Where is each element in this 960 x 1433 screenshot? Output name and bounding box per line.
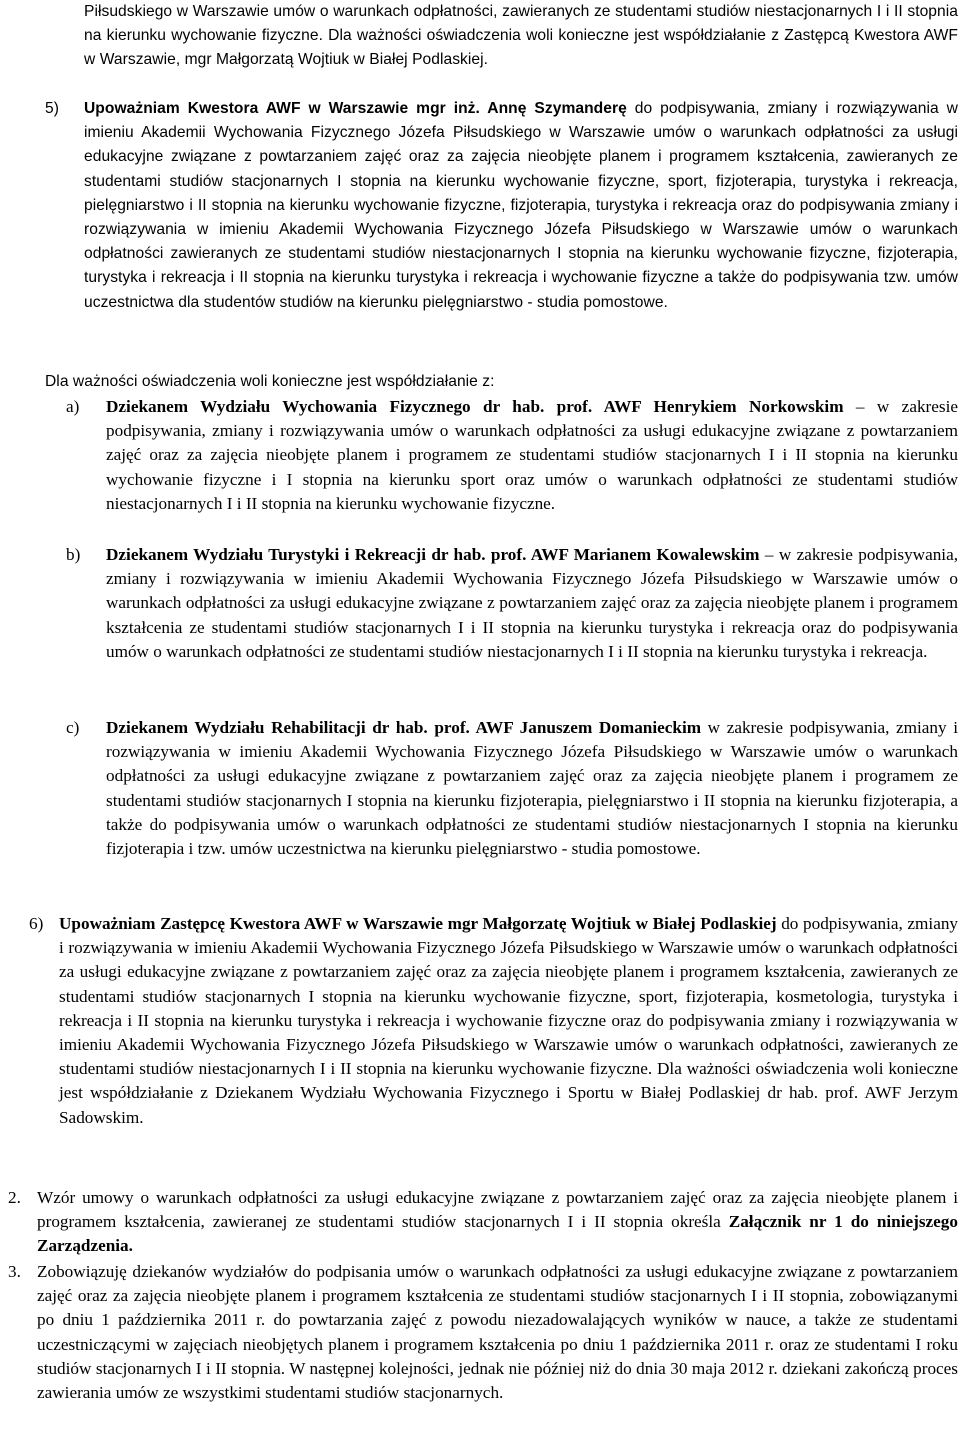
item-5-body: do podpisywania, zmiany i rozwiązywania w imieniu Akademii Wychowania Fizycznego Józefa Piłsudskiego w Warszawie umów o warunkach odpłatności za usługi edukacyjne związane z powtarzaniem zajęć oraz za zajęcia nieobjęte planem i programem kształcenia, zawieranych ze studentami studiów stacjonarnych I stopnia na kierunku wychowanie fizyczne, sport, fizjoterapia, turystyka i rekreacja, pielęgniarstwo i II stopnia na kierunku wychowanie fizyczne, fizjoterapia, turystyka i rekreacja oraz do podpisywania zmiany i rozwiązywania w imieniu Akademii Wychowania Fizycznego Józefa Piłsudskiego w Warszawie umów o warunkach odpłatności zawieranych ze studentami studiów niestacjonarnych I stopnia na kierunku wychowanie fizyczne, fizjoterapia, turystyka i rekreacja i II stopnia na kierunku turystyka i rekreacja i wychowanie fizyczne a także do podpisywania tzw. umów uczestnictwa dla studentów studiów na kierunku pielęgniarstwo - studia pomostowe. [84,100,958,311]
item-5-bold-lead: Upoważniam Kwestora AWF w Warszawie mgr inż. Annę Szymanderę [84,100,627,117]
validity-line: Dla ważności oświadczenia woli konieczne jest współdziałanie z: [45,373,495,390]
sub-item-c-paragraph [106,716,958,861]
sub-item-c-letter: c) [66,718,80,737]
sub-item-a-body: – w zakresie podpisywania, zmiany i rozwiązywania umów o warunkach odpłatności za usługi edukacyjne związane z powtarzaniem zajęć oraz za zajęcia nieobjęte planem i programem ze studentami studiów stacjonarnych I i II stopnia na kierunku wychowanie fizyczne i I stopnia na kierunku sport oraz umów o warunkach odpłatności ze studentami studiów niestacjonarnych I i II stopnia na kierunku wychowanie fizyczne. [106,397,958,513]
point-3-paragraph [37,1260,958,1405]
sub-item-a-paragraph [106,395,958,516]
point-3-number: 3. [8,1262,21,1281]
item-6-number: 6) [29,914,44,933]
sub-item-b-bold-lead: Dziekanem Wydziału Turystyki i Rekreacji dr hab. prof. AWF Marianem Kowalewskim [106,545,760,564]
sub-item-b-letter: b) [66,545,81,564]
point-2-body: Wzór umowy o warunkach odpłatności za usługi edukacyjne związane z powtarzaniem zajęć oraz za zajęcia nieobjęte planem i programem kształcenia, zawieranej ze studentami studiów stacjonarnych I i II stopnia określa [37,1188,958,1232]
item-6-body: do podpisywania, zmiany i rozwiązywania w imieniu Akademii Wychowania Fizycznego Józefa Piłsudskiego w Warszawie umów o warunkach odpłatności za usługi edukacyjne związane z powtarzaniem zajęć oraz za zajęcia nieobjęte planem i programem kształcenia, zawieranych ze studentami studiów stacjonarnych I stopnia na kierunku wychowanie fizyczne, sport, fizjoterapia, kosmetologia, turystyka i rekreacja i II stopnia na kierunku turystyka i rekreacja i wychowanie fizyczne oraz do podpisywania zmiany i rozwiązywania w imieniu Akademii Wychowania Fizycznego Józefa Piłsudskiego w Warszawie umów o warunkach odpłatności, zawieranych ze studentami studiów niestacjonarnych I i II stopnia na kierunku wychowanie fizyczne. Dla ważności oświadczenia woli konieczne jest współdziałanie z Dziekanem Wydziału Wychowania Fizycznego i Sportu w Białej Podlaskiej dr hab. prof. AWF Jerzym Sadowskim. [59,914,959,1127]
item-6-bold-lead: Upoważniam Zastępcę Kwestora AWF w Warszawie mgr Małgorzatę Wojtiuk w Białej Podlaskiej [59,914,777,933]
sub-item-a-letter: a) [66,397,80,416]
point-2-number: 2. [8,1188,21,1207]
sub-item-c-body: w zakresie podpisywania, zmiany i rozwiązywania w imieniu Akademii Wychowania Fizycznego Józefa Piłsudskiego w Warszawie umów o warunkach odpłatności za usługi edukacyjne związane z powtarzaniem zajęć oraz za zajęcia nieobjęte planem i programem ze studentami studiów stacjonarnych I stopnia na kierunku fizjoterapia, pielęgniarstwo i II stopnia na kierunku fizjoterapia, a także do podpisywania umów o warunkach odpłatności ze studentami studiów niestacjonarnych I stopnia na kierunku fizjoterapia i tzw. umów uczestnictwa na kierunku pielęgniarstwo - studia pomostowe. [106,718,959,859]
sub-item-a-bold-lead: Dziekanem Wydziału Wychowania Fizycznego dr hab. prof. AWF Henrykiem Norkowskim [106,397,844,416]
item-5-number: 5) [45,100,59,117]
point-2-attachment-ref: Załącznik nr 1 do niniejszego Zarządzenia. [37,1212,958,1256]
item-5-paragraph [84,97,958,315]
point-2-paragraph [37,1186,958,1259]
intro-paragraph [84,0,958,73]
item-6-paragraph [59,912,958,1130]
intro-text: Piłsudskiego w Warszawie umów o warunkach odpłatności, zawieranych ze studentami studiów niestacjonarnych I i II stopnia na kierunku wychowanie fizyczne. Dla ważności oświadczenia woli konieczne jest współdziałanie z Zastępcą Kwestora AWF w Warszawie, mgr Małgorzatą Wojtiuk w Białej Podlaskiej. [84,3,958,69]
sub-item-b-body: – w zakresie podpisywania, zmiany i rozwiązywania w imieniu Akademii Wychowania Fizycznego Józefa Piłsudskiego w Warszawie umów o warunkach odpłatności za usługi edukacyjne związane z powtarzaniem zajęć oraz za zajęcia nieobjęte planem i programem kształcenia ze studentami studiów stacjonarnych I i II stopnia na kierunku turystyka i rekreacja oraz do podpisywania umów o warunkach odpłatności ze studentami studiów niestacjonarnych I i II stopnia na kierunku turystyka i rekreacja. [106,545,958,661]
sub-item-c-bold-lead: Dziekanem Wydziału Rehabilitacji dr hab. prof. AWF Januszem Domanieckim [106,718,702,737]
sub-item-b-paragraph [106,543,958,664]
point-3-body: Zobowiązuję dziekanów wydziałów do podpisania umów o warunkach odpłatności za usługi edukacyjne związane z powtarzaniem zajęć oraz za zajęcia nieobjęte planem i programem kształcenia ze studentami studiów stacjonarnych I i II stopnia, zobowiązanymi po dniu 1 października 2011 r. do powtarzania zajęć z powodu niezadowalających wyników w nauce, a także ze studentami uczestniczącymi w zajęciach nieobjętych planem i programem kształcenia po dniu 1 października 2011 r. oraz ze studentami I roku studiów stacjonarnych I i II stopnia. W następnej kolejności, jednak nie później niż do dnia 30 maja 2012 r. dziekani zakończą proces zawierania umów ze wszystkimi studentami studiów stacjonarnych. [37,1262,958,1403]
